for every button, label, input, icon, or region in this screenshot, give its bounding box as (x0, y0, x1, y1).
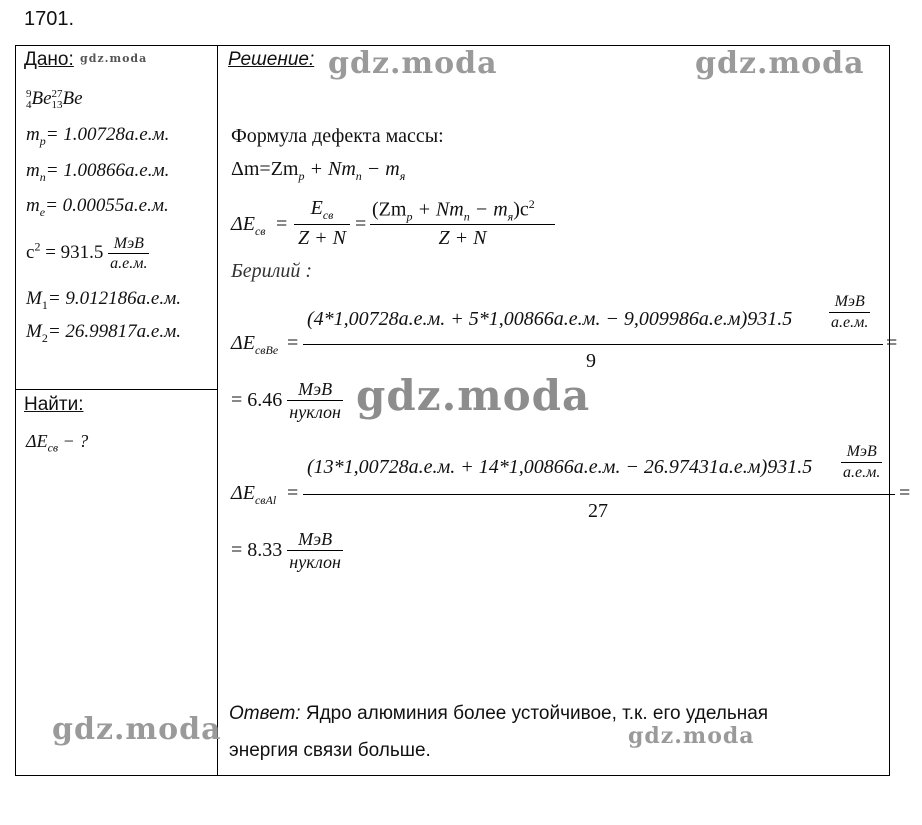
be-result: = 6.46 МэВ нуклон (231, 379, 341, 422)
watermark: gdz.moda (695, 46, 865, 81)
watermark-small: gdz.moda (80, 52, 148, 65)
given-me: $m_e= 0.00055а.е.м$. (26, 195, 169, 219)
answer-line-1: Ответ: Ядро алюминия более устойчивое, т.к. его удельная (229, 703, 769, 724)
find-header: Найти: (24, 394, 84, 415)
solution-header: Решение: (228, 49, 315, 70)
given-mp: $m_p= 1.00728а.е.м$. (26, 124, 170, 148)
given-M2: $M_2= 26.99817а.е.м$. (26, 321, 181, 345)
given-mn: $m_n= 1.00866а.е.м$. (26, 160, 170, 184)
given-c2: $c^2 = 931.5$ МэВ а.е.м. (26, 235, 148, 272)
watermark: gdz.moda (356, 371, 591, 420)
mass-defect-formula: $\Delta m=Zm_p + Nm_n - m_я$ (231, 158, 406, 183)
problem-number: 1701. (24, 8, 75, 30)
answer-line-2: энергия связи больше. (229, 740, 431, 761)
watermark: gdz.moda (52, 712, 222, 747)
al-result: = 8.33 МэВ нуклон (231, 529, 341, 572)
be-calc: $\Delta E_{свBe}$ = (4*1,00728а.е.м. + 5*1,00866а.е.м. − 9,009986а.е.м)931.5 МэВ а.е.м. 9 = (231, 293, 898, 372)
beryllium-label: Берилий : (231, 260, 313, 282)
al-calc: $\Delta E_{свAl}$ = (13*1,00728а.е.м. + 14*1,00866а.е.м. − 26.97431а.е.м)931.5 МэВ а.е.м. 27 = (231, 443, 911, 522)
watermark: gdz.moda (628, 723, 755, 749)
given-nuclei: 9 4Be27 13Be (26, 87, 83, 111)
formula-title: Формула дефекта массы: (231, 125, 444, 147)
watermark: gdz.moda (328, 46, 498, 81)
given-find-divider (15, 389, 218, 390)
given-header: Дано: (24, 49, 74, 70)
given-M1: $M_1= 9.012186а.е.м$. (26, 288, 181, 312)
column-divider (217, 45, 218, 776)
find-expr: $\Delta E_{св}$ − ? (26, 431, 89, 455)
